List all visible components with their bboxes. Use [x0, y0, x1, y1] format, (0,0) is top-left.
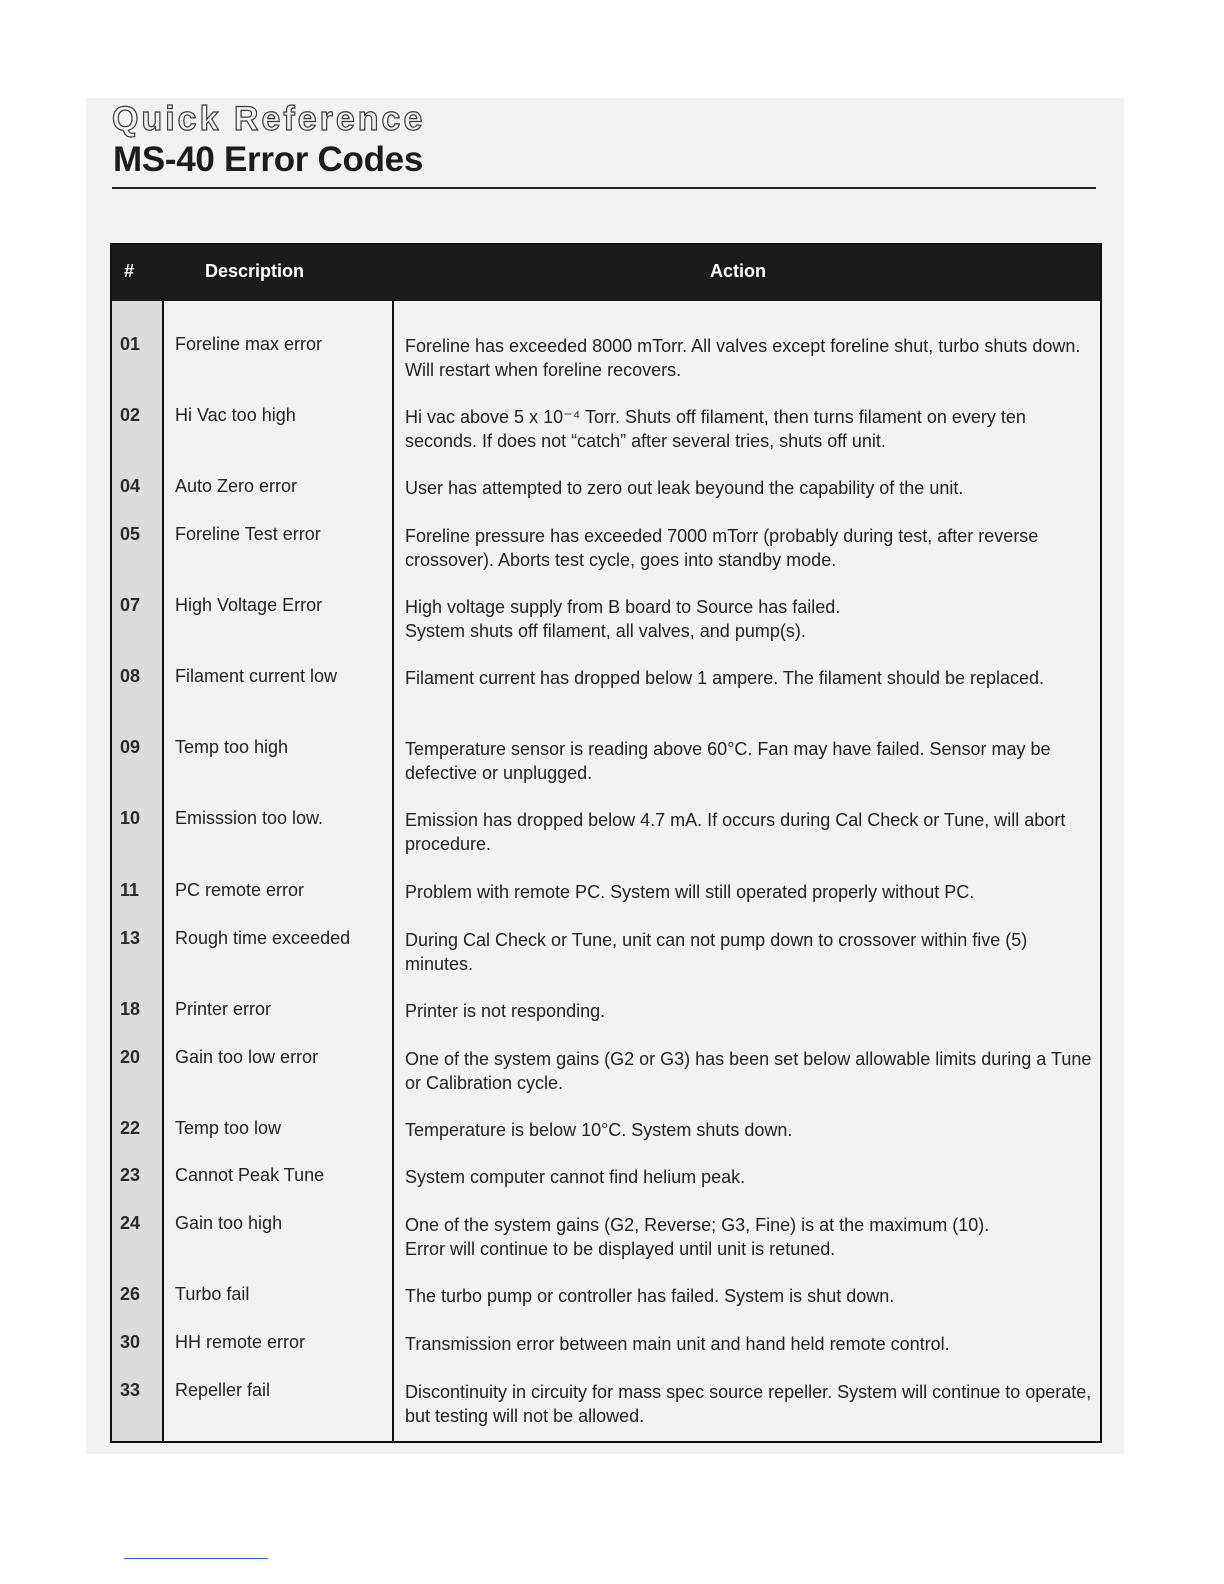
error-code: 09: [120, 737, 141, 757]
error-description: Temp too high: [175, 737, 289, 757]
error-code: 23: [120, 1165, 141, 1185]
table-header: [112, 245, 1100, 301]
error-code: 02: [120, 405, 141, 425]
error-action: Foreline pressure has exceeded 7000 mTorr (probably during test, after reverse crossover). Aborts test cycle, goes into standby mode.: [405, 526, 1039, 570]
error-action: Temperature sensor is reading above 60°C. Fan may have failed. Sensor may be defective or unplugged.: [405, 739, 1051, 783]
error-action-line: High voltage supply from B board to Source has failed.: [405, 597, 841, 617]
error-action: Emission has dropped below 4.7 mA. If occurs during Cal Check or Tune, will abort procedure.: [405, 810, 1066, 854]
error-code: 26: [120, 1284, 141, 1304]
error-code: 07: [120, 595, 141, 615]
error-action: System computer cannot find helium peak.: [405, 1167, 746, 1187]
error-description: PC remote error: [175, 880, 305, 900]
footer-line: [124, 1558, 268, 1559]
error-action: One of the system gains (G2 or G3) has been set below allowable limits during a Tune or Calibration cycle.: [405, 1049, 1092, 1093]
error-description: Hi Vac too high: [175, 405, 296, 425]
error-action-line: Error will continue to be displayed until unit is retuned.: [405, 1239, 836, 1259]
column-divider: [392, 301, 394, 1441]
error-action: Foreline has exceeded 8000 mTorr. All valves except foreline shut, turbo shuts down. Will restart when foreline recovers.: [405, 336, 1081, 380]
column-header-number: #: [124, 261, 135, 281]
error-action: During Cal Check or Tune, unit can not pump down to crossover within five (5) minutes.: [405, 930, 1028, 974]
error-description: Emisssion too low.: [175, 808, 324, 828]
error-code: 08: [120, 666, 141, 686]
error-description: HH remote error: [175, 1332, 306, 1352]
column-header-action: Action: [710, 261, 766, 281]
error-action: Transmission error between main unit and hand held remote control.: [405, 1334, 950, 1354]
error-action-line: One of the system gains (G2, Reverse; G3, Fine) is at the maximum (10).: [405, 1215, 990, 1235]
error-code: 24: [120, 1213, 141, 1233]
error-action: User has attempted to zero out leak beyound the capability of the unit.: [405, 478, 964, 498]
error-description: Foreline max error: [175, 334, 323, 354]
error-code: 13: [120, 928, 141, 948]
error-code: 10: [120, 808, 141, 828]
error-description: Gain too low error: [175, 1047, 319, 1067]
error-action: [405, 1213, 1095, 1261]
error-description: Cannot Peak Tune: [175, 1165, 325, 1185]
error-action: Printer is not responding.: [405, 1001, 606, 1021]
error-action-line: System shuts off filament, all valves, and pump(s).: [405, 621, 806, 641]
error-description: Foreline Test error: [175, 524, 321, 544]
error-description: High Voltage Error: [175, 595, 323, 615]
code-column-shading: [112, 301, 162, 1441]
error-codes-table: [110, 243, 1102, 1443]
error-description: Gain too high: [175, 1213, 283, 1233]
error-action: Temperature is below 10°C. System shuts down.: [405, 1120, 793, 1140]
error-code: 18: [120, 999, 141, 1019]
error-code: 11: [120, 880, 140, 900]
error-action: Filament current has dropped below 1 ampere. The filament should be replaced.: [405, 668, 1045, 688]
error-description: Temp too low: [175, 1118, 282, 1138]
error-action: Discontinuity in circuity for mass spec source repeller. System will continue to operate, but testing will not be allowed.: [405, 1382, 1092, 1426]
error-code: 22: [120, 1118, 141, 1138]
column-header-description: Description: [205, 261, 305, 281]
quick-reference-label: Quick Reference: [112, 100, 426, 138]
error-action: The turbo pump or controller has failed. System is shut down.: [405, 1286, 895, 1306]
error-action: Hi vac above 5 x 10⁻⁴ Torr. Shuts off filament, then turns filament on every ten seconds. If does not “catch” after several tries, shuts off unit.: [405, 407, 1026, 451]
error-code: 05: [120, 524, 141, 544]
error-description: Filament current low: [175, 666, 338, 686]
page-title: MS-40 Error Codes: [113, 140, 423, 179]
error-description: Printer error: [175, 999, 272, 1019]
error-description: Repeller fail: [175, 1380, 271, 1400]
error-description: Auto Zero error: [175, 476, 298, 496]
error-code: 20: [120, 1047, 141, 1067]
error-action: Problem with remote PC. System will still operated properly without PC.: [405, 882, 975, 902]
error-description: Turbo fail: [175, 1284, 250, 1304]
error-action: [405, 595, 1095, 643]
error-code: 33: [120, 1380, 141, 1400]
error-description: Rough time exceeded: [175, 928, 351, 948]
error-code: 30: [120, 1332, 141, 1352]
error-code: 04: [120, 476, 141, 496]
column-divider: [162, 301, 164, 1441]
error-code: 01: [120, 334, 141, 354]
title-divider: [112, 187, 1096, 189]
